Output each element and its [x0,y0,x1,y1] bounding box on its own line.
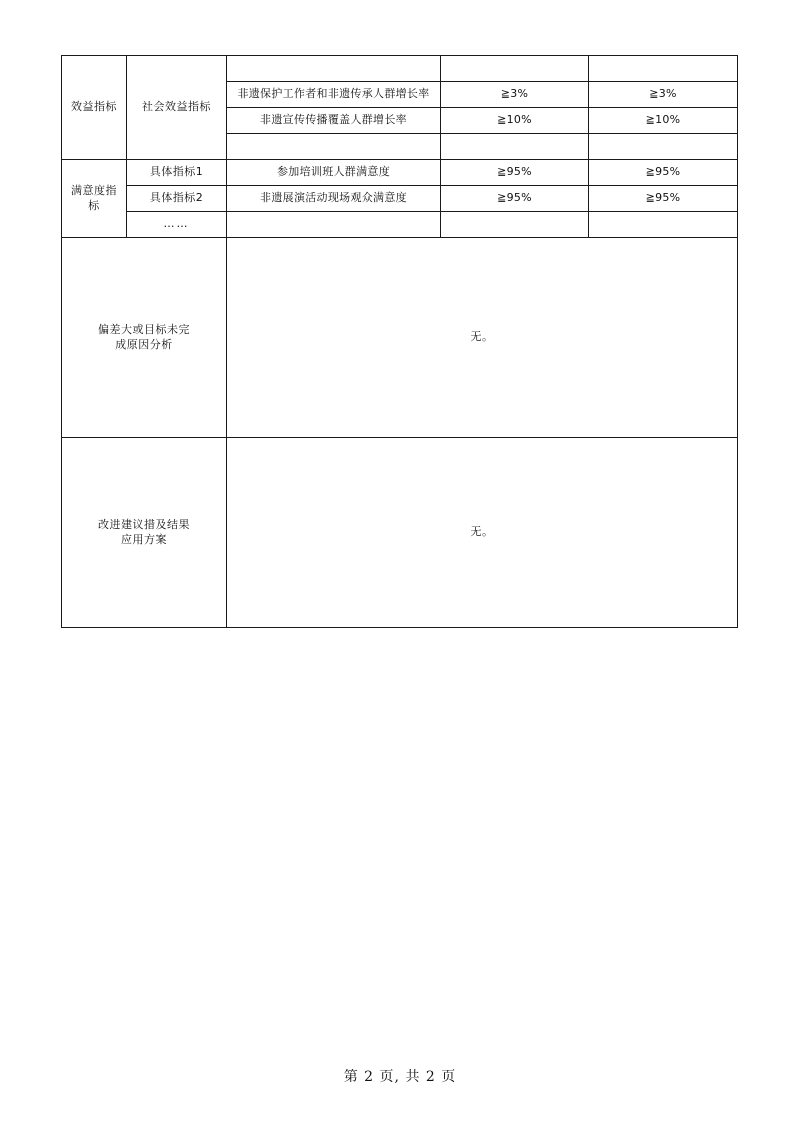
indicator-target [441,212,589,238]
ellipsis-indicator-label: …… [127,212,227,238]
indicator-target: ≧95% [441,186,589,212]
deviation-analysis-row [62,238,738,438]
indicator-actual [589,134,738,160]
improvement-suggestion-content: 无。 [227,438,738,628]
indicator-name: 参加培训班人群满意度 [227,160,441,186]
satisfaction-label-line1: 满意度指 [71,183,117,197]
indicator-target [441,134,589,160]
header-blank-target [441,56,589,82]
social-benefit-indicator-label: 社会效益指标 [127,56,227,160]
table-row [62,160,738,186]
table-row [62,56,738,82]
indicator-name: 非遗展演活动现场观众满意度 [227,186,441,212]
header-blank-actual [589,56,738,82]
performance-indicator-table [61,55,738,628]
specific-indicator-1-label: 具体指标1 [127,160,227,186]
deviation-analysis-label-line1: 偏差大或目标未完 [98,322,190,336]
indicator-name [227,212,441,238]
improvement-suggestion-label-line1: 改进建议措及结果 [98,517,190,531]
benefit-indicator-label: 效益指标 [62,56,127,160]
indicator-actual: ≧95% [589,160,738,186]
header-blank-name [227,56,441,82]
indicator-name: 非遗宣传传播覆盖人群增长率 [227,108,441,134]
table-row [62,212,738,238]
improvement-suggestion-label [62,438,227,628]
satisfaction-indicator-label [62,160,127,238]
improvement-suggestion-label-line2: 应用方案 [121,532,167,546]
page-footer: 第 2 页, 共 2 页 [343,1069,457,1085]
specific-indicator-2-label: 具体指标2 [127,186,227,212]
indicator-name: 非遗保护工作者和非遗传承人群增长率 [227,82,441,108]
indicator-actual [589,212,738,238]
indicator-target: ≧3% [441,82,589,108]
improvement-suggestion-row [62,438,738,628]
indicator-actual: ≧3% [589,82,738,108]
deviation-analysis-content: 无。 [227,238,738,438]
table-row [62,186,738,212]
indicator-actual: ≧10% [589,108,738,134]
indicator-target: ≧10% [441,108,589,134]
deviation-analysis-label-line2: 成原因分析 [115,337,173,351]
deviation-analysis-label [62,238,227,438]
satisfaction-label-line2: 标 [88,198,100,212]
indicator-name [227,134,441,160]
indicator-target: ≧95% [441,160,589,186]
indicator-actual: ≧95% [589,186,738,212]
